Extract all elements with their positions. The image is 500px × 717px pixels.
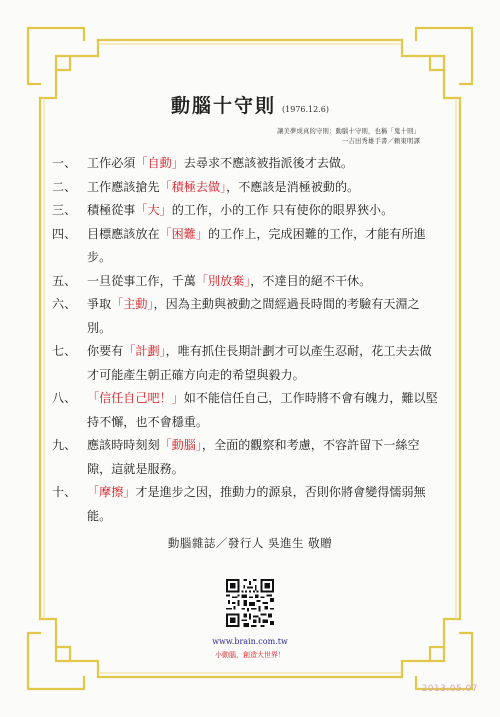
rule-text [87, 293, 442, 340]
rule-text [87, 223, 442, 270]
rule-text-after: ，全面的觀察和考慮，不容許留下一絲空隙，這就是服務。 [87, 438, 420, 476]
rule-number: 五、 [52, 273, 77, 288]
rule-text-after: 的工作，小的工作 只有使你的眼界狹小。 [171, 203, 394, 217]
rule-text-after: ，因為主動與被動之間經過長時間的考驗有天淵之別。 [87, 297, 420, 335]
rule-text-after: 如不能信任自己，工作時將不會有魄力，難以堅持不懈，也不會穩重。 [87, 391, 438, 429]
rule-number: 八、 [52, 391, 77, 405]
rule-text-before: 你要有 [87, 344, 124, 358]
rules-list [52, 152, 442, 528]
rule-number: 三、 [52, 203, 77, 217]
rule-highlight: 「計劃」 [123, 344, 166, 358]
website-link[interactable]: www.brain.com.tw [212, 637, 288, 646]
rule-number: 十、 [52, 485, 77, 499]
document-title: 動腦十守則 [171, 95, 277, 117]
rule-highlight: 「主動」 [111, 297, 154, 311]
rule-item-6 [52, 293, 442, 340]
rule-item-1 [52, 152, 442, 176]
rule-text-before: 一旦從事工作，千萬 [87, 273, 196, 288]
rule-highlight: 「自動」 [135, 156, 184, 170]
rule-text-before: 積極從事 [87, 203, 136, 217]
slogan: 小動腦，創造大世界！ [215, 651, 285, 659]
subnote-line-2: 一吉田秀雄手書／賴東明譯 [342, 138, 420, 145]
rule-item-10 [52, 481, 442, 528]
rule-text-after: 才是進步之因，推動力的源泉，否則你將會變得懦弱無能。 [87, 485, 426, 523]
rule-item-3 [52, 199, 442, 223]
rule-highlight: 「摩擦」 [87, 485, 136, 499]
rule-number: 七、 [52, 344, 77, 358]
rule-text [87, 152, 442, 176]
rule-text-before: 應該時時刻刻 [87, 438, 160, 452]
rule-text [87, 270, 442, 294]
rule-text-before: 爭取 [87, 297, 112, 311]
rule-text [87, 199, 442, 223]
rule-text-after: ，不應該是消極被動的。 [226, 179, 360, 194]
qr-code [226, 579, 274, 627]
rule-highlight: 「動腦」 [159, 438, 202, 452]
rule-text [87, 481, 442, 528]
rule-text [87, 387, 442, 434]
title-row [0, 91, 500, 118]
rule-highlight: 「大」 [135, 203, 172, 217]
rule-number: 九、 [52, 438, 77, 452]
subnote [277, 127, 420, 147]
rule-text-after: ，唯有抓住長期計劃才可以產生忍耐，花工夫去做才可能產生朝正確方向走的希望與毅力。 [87, 344, 432, 382]
rule-text-after: ，不達目的絕不干休。 [250, 273, 372, 288]
rule-highlight: 「別放棄」 [195, 273, 251, 288]
date-stamp: 2013.05.07 [421, 684, 478, 694]
rule-text [87, 176, 442, 200]
rule-item-8 [52, 387, 442, 434]
document-date: (1976.12.6) [282, 105, 329, 114]
publisher-line: 動腦雜誌／發行人 吳進生 敬贈 [167, 536, 333, 550]
rule-text [87, 340, 442, 387]
rule-highlight: 「信任自己吧！」 [87, 391, 184, 405]
rule-highlight: 「積極去做」 [159, 179, 227, 194]
subnote-line-1: 讓美夢成真的守則：動腦十守則，也稱「鬼十則」 [277, 128, 420, 135]
rule-number: 二、 [52, 179, 77, 194]
rule-item-4 [52, 223, 442, 270]
rule-number: 六、 [52, 297, 77, 311]
rule-item-7 [52, 340, 442, 387]
rule-text-before: 目標應該放在 [87, 226, 160, 241]
rule-text-after: 去尋求不應該被指派後才去做。 [183, 156, 354, 170]
rule-text-before: 工作必須 [87, 156, 136, 170]
rule-item-2 [52, 176, 442, 200]
rule-text [87, 434, 442, 481]
rule-item-9 [52, 434, 442, 481]
rule-item-5 [52, 270, 442, 294]
rule-highlight: 「困難」 [159, 226, 208, 241]
rule-number: 一、 [52, 156, 77, 170]
rule-number: 四、 [52, 226, 77, 241]
rule-text-before: 工作應該搶先 [87, 179, 160, 194]
rule-text-after: 的工作上，完成困難的工作，才能有所進步。 [87, 226, 426, 264]
